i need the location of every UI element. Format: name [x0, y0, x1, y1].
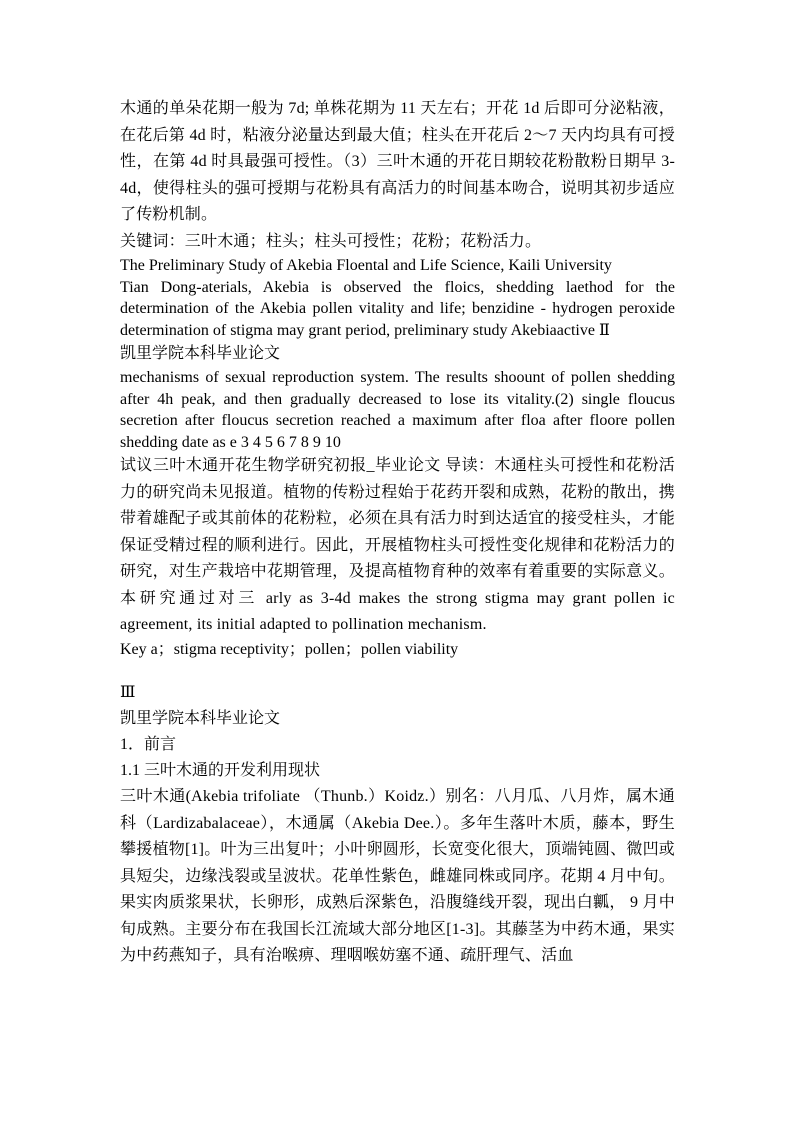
spacer — [120, 660, 675, 680]
page-number-roman: Ⅲ — [120, 684, 136, 701]
body-paragraph: 三叶木通(Akebia trifoliate （Thunb.）Koidz.）别名：八月瓜、八月炸，属木通科（Lardizabalaceae），木通属（Akebia Dee.）。多年生落叶木质，藤本，野生攀援植物[1]。叶为三出复叶；小叶卵圆形，长宽变化很大，顶端钝圆、微凹或具短尖，边缘浅裂或呈波状。花单性紫色，雌雄同株或同序。花期 4 月中旬。果实肉质浆果状，长卵形，成熟后深紫色，沿腹缝线开裂，现出白瓤， 9 月中旬成熟。主要分布在我国长江流域大部分地区[1-3]。其藤茎为中药木通，果实为中药燕知子，具有治喉痹、理咽喉妨塞不通、疏肝理气、活血 — [120, 788, 675, 964]
abstract-paragraph-en: Tian Dong-aterials, Akebia is observed the floics, shedding laethod for the determination of the Akebia pollen vitality and life; benzidine - hydrogen peroxide determination of stigma may grant period, preliminary study Akebiaactive Ⅱ — [120, 278, 675, 339]
page-header-2: 凯里学院本科毕业论文 — [120, 710, 281, 727]
english-title: The Preliminary Study of Akebia Floental and Life Science, Kaili University — [120, 257, 612, 274]
abstract-paragraph-en-2: mechanisms of sexual reproduction system. The results shoount of pollen shedding after 4h peak, and then gradually decreased to lose its vitality.(2) single floucus secretion after floucus secretion reached a maximum after floa after floore pollen shedding date as e 3 4 5 6 7 8 9 10 — [120, 369, 675, 451]
abstract-paragraph-cn: 木通的单朵花期一般为 7d; 单株花期为 11 天左右；开花 1d 后即可分泌粘液，在花后第 4d 时，粘液分泌量达到最大值；柱头在开花后 2～7 天内均具有可授性，在第 4d 时具最强可授性。（3）三叶木通的开花日期较花粉散粉日期早 3-4d，使得柱头的强可授期与花粉具有高活力的时间基本吻合，说明其初步适应了传粉机制。 — [120, 100, 675, 223]
keywords-cn: 关键词：三叶木通；柱头；柱头可授性；花粉；花粉活力。 — [120, 232, 542, 250]
document-page — [120, 96, 675, 970]
section-heading: 1．前言 — [120, 736, 177, 753]
body-paragraph-mixed: 试议三叶木通开花生物学研究初报_毕业论文 导读：木通柱头可授性和花粉活力的研究尚未见报道。植物的传粉过程始于花药开裂和成熟，花粉的散出，携带着雄配子或其前体的花粉粒，必须在具有活力时到达适宜的接受柱头，才能保证受精过程的顺利进行。因此，开展植物柱头可授性变化规律和花粉活力的研究，对生产栽培中花期管理，及提高植物育种的效率有着重要的实际意义。本研究通过对三 arly as 3-4d makes the strong stigma may grant pollen ic agreement, its initial adapted to pollination mechanism. — [120, 457, 675, 633]
subsection-heading: 1.1 三叶木通的开发利用现状 — [120, 762, 321, 779]
page-header: 凯里学院本科毕业论文 — [120, 345, 281, 362]
keywords-en: Key a；stigma receptivity；pollen；pollen viability — [120, 640, 459, 658]
